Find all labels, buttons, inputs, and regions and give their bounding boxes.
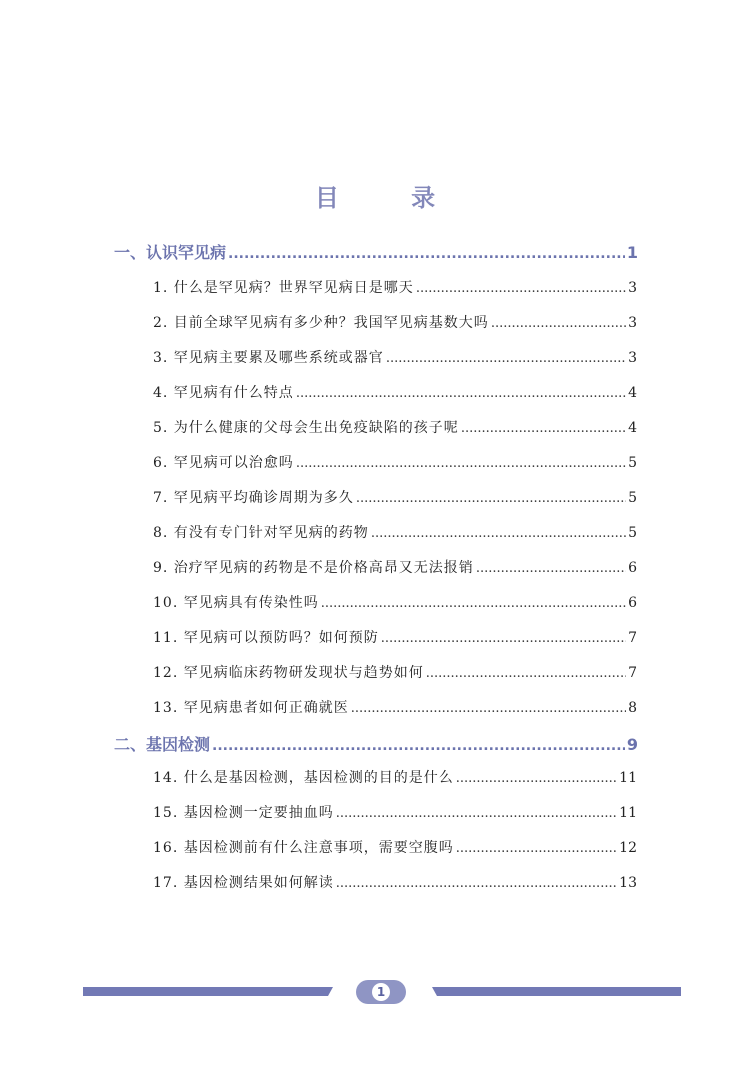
toc-item-label: 4. 罕见病有什么特点 — [153, 385, 294, 401]
leader-dots — [416, 281, 626, 296]
leader-dots — [476, 561, 626, 576]
leader-dots — [426, 666, 626, 681]
toc-item-label: 11. 罕见病可以预防吗？如何预防 — [153, 630, 379, 646]
leader-dots — [461, 421, 626, 436]
toc-item[interactable] — [153, 872, 637, 892]
leader-dots — [356, 491, 626, 506]
leader-dots — [212, 738, 625, 754]
leader-dots — [336, 876, 617, 891]
toc-item[interactable] — [153, 382, 637, 402]
toc-item-label: 9. 治疗罕见病的药物是不是价格高昂又无法报销 — [153, 560, 474, 576]
leader-dots — [456, 841, 617, 856]
toc-item-label: 13. 罕见病患者如何正确就医 — [153, 700, 349, 716]
leader-dots — [456, 771, 617, 786]
toc-item-page: 4 — [628, 420, 637, 436]
toc-section-1[interactable] — [114, 240, 638, 263]
footer-bar-left — [83, 987, 333, 996]
toc-item-page: 3 — [628, 280, 637, 296]
toc-item-label: 7. 罕见病平均确诊周期为多久 — [153, 490, 354, 506]
toc-section-2[interactable] — [114, 732, 638, 755]
toc-item[interactable] — [153, 277, 637, 297]
toc-item-label: 12. 罕见病临床药物研发现状与趋势如何 — [153, 665, 424, 681]
toc-item-label: 5. 为什么健康的父母会生出免疫缺陷的孩子呢 — [153, 420, 459, 436]
leader-dots — [491, 316, 626, 331]
toc-section-label: 一、认识罕见病 — [114, 243, 227, 262]
leader-dots — [296, 386, 626, 401]
toc-item[interactable] — [153, 347, 637, 367]
toc-item[interactable] — [153, 697, 637, 717]
toc-item-page: 5 — [628, 490, 637, 506]
toc-item-label: 15. 基因检测一定要抽血吗 — [153, 805, 334, 821]
toc-item[interactable] — [153, 767, 637, 787]
toc-item[interactable] — [153, 557, 637, 577]
toc-item-label: 17. 基因检测结果如何解读 — [153, 875, 334, 891]
toc-item-page: 5 — [628, 455, 637, 471]
leader-dots — [336, 806, 617, 821]
toc-item-page: 11 — [619, 805, 637, 821]
toc-item-label: 8. 有没有专门针对罕见病的药物 — [153, 525, 369, 541]
toc-item-label: 2. 目前全球罕见病有多少种？我国罕见病基数大吗 — [153, 315, 489, 331]
leader-dots — [371, 526, 626, 541]
toc-item[interactable] — [153, 837, 637, 857]
toc-section-label: 二、基因检测 — [114, 735, 211, 754]
toc-item-page: 4 — [628, 385, 637, 401]
toc-item-page: 12 — [619, 840, 637, 856]
toc-item-label: 3. 罕见病主要累及哪些系统或器官 — [153, 350, 384, 366]
leader-dots — [351, 701, 626, 716]
toc-item-page: 3 — [628, 350, 637, 366]
toc-item[interactable] — [153, 592, 637, 612]
toc-item-page: 8 — [628, 700, 637, 716]
leader-dots — [321, 596, 626, 611]
leader-dots — [386, 351, 626, 366]
toc-item-label: 6. 罕见病可以治愈吗 — [153, 455, 294, 471]
toc-item-label: 1. 什么是罕见病？世界罕见病日是哪天 — [153, 280, 414, 296]
page-number: 1 — [372, 983, 390, 1001]
toc-item-page: 6 — [628, 560, 637, 576]
leader-dots — [381, 631, 626, 646]
toc-item-label: 14. 什么是基因检测，基因检测的目的是什么 — [153, 770, 454, 786]
toc-item[interactable] — [153, 522, 637, 542]
toc-item-page: 7 — [628, 630, 637, 646]
toc-item-page: 6 — [628, 595, 637, 611]
toc-item-label: 10. 罕见病具有传染性吗 — [153, 595, 319, 611]
toc-item[interactable] — [153, 452, 637, 472]
toc-item-label: 16. 基因检测前有什么注意事项，需要空腹吗 — [153, 840, 454, 856]
toc-item-page: 13 — [619, 875, 637, 891]
toc-item[interactable] — [153, 627, 637, 647]
toc-item[interactable] — [153, 802, 637, 822]
page-number-badge — [356, 980, 406, 1004]
footer-bar-right — [432, 987, 681, 996]
toc-section-page: 1 — [626, 243, 638, 262]
toc-item[interactable] — [153, 662, 637, 682]
toc-item-page: 7 — [628, 665, 637, 681]
page-title: 目 录 — [314, 184, 468, 212]
toc-item-page: 3 — [628, 315, 637, 331]
toc-item[interactable] — [153, 487, 637, 507]
toc-item[interactable] — [153, 312, 637, 332]
leader-dots — [296, 456, 626, 471]
toc-item-page: 5 — [628, 525, 637, 541]
leader-dots — [228, 246, 625, 262]
toc-section-page: 9 — [626, 735, 638, 754]
toc-item[interactable] — [153, 417, 637, 437]
toc-item-page: 11 — [619, 770, 637, 786]
